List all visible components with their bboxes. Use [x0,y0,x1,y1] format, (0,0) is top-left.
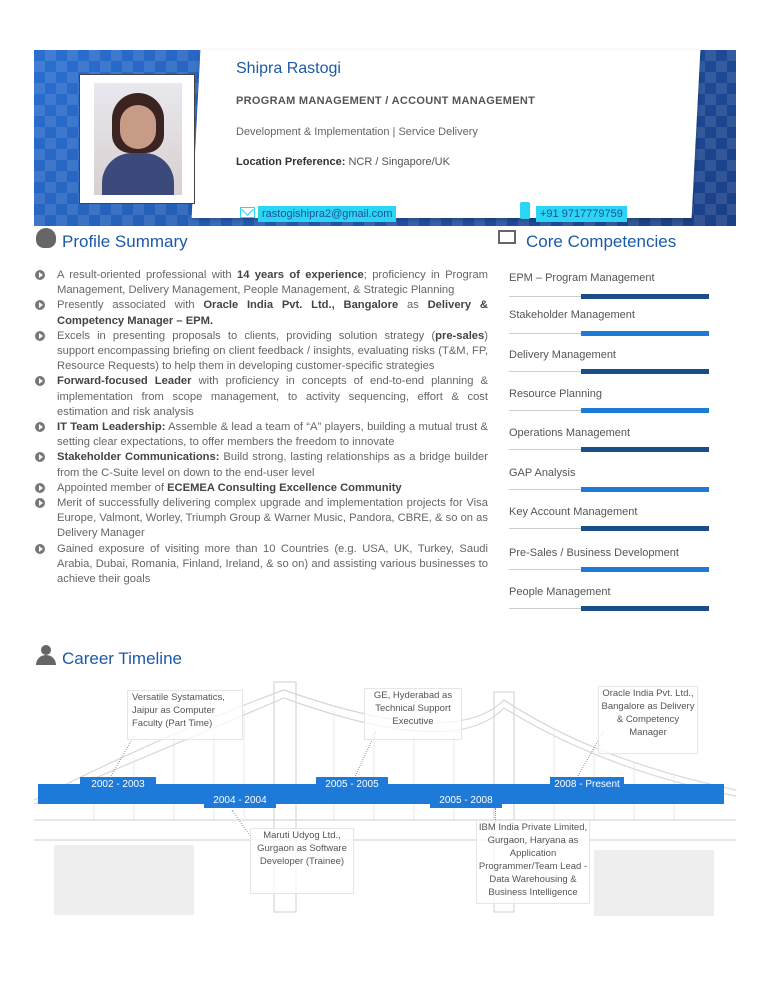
competency-label: Operations Management [509,427,631,439]
location-value: NCR / Singapore/UK [345,156,450,168]
candidate-role: PROGRAM MANAGEMENT / ACCOUNT MANAGEMENT [236,95,536,107]
profile-summary-list [34,268,488,587]
competency-level-bar [581,447,709,452]
bold-text: ECEMEA Consulting Excellence Community [167,481,402,494]
candidate-services: Development & Implementation | Service Delivery [236,126,478,138]
text: with proficiency in concepts of end-to-end planning & implementation from scope management, to activity sequencing, effort & cost estimation and risk analysis [57,375,488,418]
list-item [34,420,488,450]
photo-face [120,105,156,149]
competency-item [498,586,734,598]
competency-level-bar [581,487,709,492]
competency-label: Stakeholder Management [509,309,635,321]
bold-text: Oracle India Pvt. Ltd., Bangalore [203,299,399,312]
profile-photo [94,83,182,195]
competency-item [498,272,734,284]
list-item [34,481,488,496]
text: Appointed member of [57,481,168,494]
competency-item [498,388,734,400]
competency-label: EPM – Program Management [509,272,655,284]
competency-level-bar [581,526,709,531]
bold-text: Forward-focused Leader [57,375,192,388]
timeline-date-2005-2008: 2005 - 2008 [430,793,502,808]
text: A result-oriented professional with [57,269,237,281]
location-preference [236,156,450,168]
competency-label: Pre-Sales / Business Development [509,547,679,559]
timeline-entry-oracle: Oracle India Pvt. Ltd., Bangalore as Delivery & Competency Manager [598,686,698,754]
candidate-name: Shipra Rastogi [236,60,341,77]
bold-text: Stakeholder Communications: [57,451,220,464]
timeline-entry-ibm: IBM India Private Limited, Gurgaon, Haryana as Application Programmer/Team Lead - Data Warehousing & Business Intelligence [476,820,590,904]
presentation-chart-icon [498,230,516,244]
bold-text: pre-sales [435,329,485,342]
brain-icon [36,228,56,248]
competency-level-bar [581,606,709,611]
timeline-date-2004: 2004 - 2004 [204,793,276,808]
email-link[interactable]: rastogishipra2@gmail.com [258,206,396,222]
competency-level-bar [581,567,709,572]
bold-text: Delivery & Competency Manager – EPM. [57,299,488,327]
competency-item [498,349,734,361]
core-competencies-heading: Core Competencies [526,232,677,251]
text: ) support encompassing briefing on client feedback / insights, evaluating risks (T&M, FP, Resource Requests) to help them in developing customer-specific strategies [57,329,488,373]
list-item [34,496,488,542]
text: Gained exposure of visiting more than 10 Countries (e.g. USA, UK, Turkey, Saudi Arabia, Dubai, Romania, Finland, Ireland, & so on) and assisting various businesses to achieve their goals [57,542,488,586]
list-item [34,298,488,328]
competency-level-bar [581,294,709,299]
timeline-entry-versatile: Versatile Systamatics, Jaipur as Computer Faculty (Part Time) [127,690,243,740]
text: Build strong, lasting relationships as a bridge builder from the C-Suite level on down to the end-user level [57,451,488,479]
bold-text: 14 years of experience [236,269,364,281]
list-item [34,542,488,588]
play-bullet-icon [35,422,45,432]
timeline-date-2005: 2005 - 2005 [316,777,388,792]
competency-label: GAP Analysis [509,467,576,479]
play-bullet-icon [35,300,45,310]
competency-label: Delivery Management [509,349,616,361]
profile-summary-heading: Profile Summary [62,232,188,251]
location-label: Location Preference: [236,156,346,168]
text: ; proficiency in Program Management, Delivery Management, People Management, & Strategic Planning [57,269,488,297]
competency-item [498,506,734,518]
competency-level-bar [581,369,709,374]
timeline-entry-ge: GE, Hyderabad as Technical Support Executive [364,688,462,740]
list-item [34,374,488,420]
competency-item [498,467,734,479]
competency-level-bar [581,408,709,413]
competency-label: Key Account Management [509,506,638,518]
photo-body [102,153,174,195]
list-item [34,268,488,298]
play-bullet-icon [35,544,45,554]
text: as [398,299,428,312]
competency-item [498,427,734,439]
phone-icon [520,202,530,219]
career-timeline-heading: Career Timeline [62,649,182,668]
play-bullet-icon [35,376,45,386]
competency-label: People Management [509,586,611,598]
phone-number[interactable]: +91 9717779759 [536,206,627,222]
mail-icon [240,207,255,218]
competency-item [498,547,734,559]
play-bullet-icon [35,483,45,493]
profile-photo-frame [79,74,195,204]
play-bullet-icon [35,498,45,508]
timeline-date-2008: 2008 - Present [550,777,624,792]
competency-level-bar [581,331,709,336]
person-icon [36,645,56,665]
text: Presently associated with [57,299,204,312]
play-bullet-icon [35,331,45,341]
text: Excels in presenting proposals to clients, providing solution strategy ( [57,329,436,342]
competency-item [498,309,734,321]
text: Merit of successfully delivering complex upgrade and implementation projects for Visa Europe, Valmont, Worley, Triumph Group & Warner Music, Pandora, CBRE, & so on as Delivery Manager [57,497,488,540]
text: Assemble & lead a team of “A” players, building a mutual trust & setting clear expectations, to offer members the freedom to innovate [57,421,488,449]
play-bullet-icon [35,452,45,462]
bold-text: IT Team Leadership: [57,421,166,434]
timeline-date-2002: 2002 - 2003 [80,777,156,792]
list-item [34,450,488,480]
list-item [34,329,488,375]
competency-label: Resource Planning [509,388,602,400]
timeline-entry-maruti: Maruti Udyog Ltd., Gurgaon as Software Developer (Trainee) [250,828,354,894]
play-bullet-icon [35,270,45,280]
